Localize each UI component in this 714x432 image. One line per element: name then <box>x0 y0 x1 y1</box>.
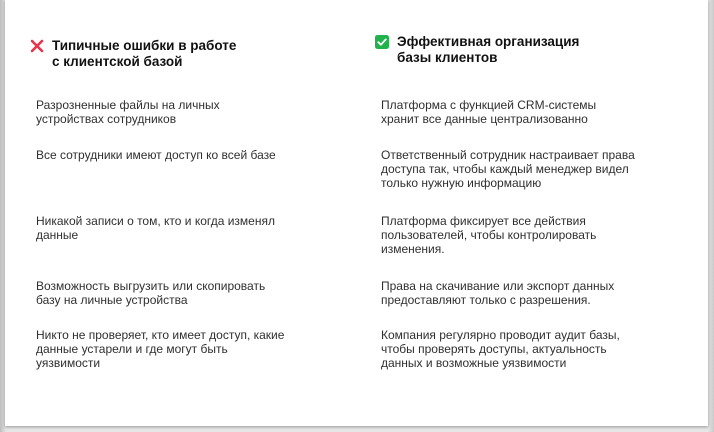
item-line: уязвимости <box>36 356 101 370</box>
item-line: данных и возможные уязвимости <box>381 356 567 370</box>
mistake-item <box>36 279 326 307</box>
item-line: данные <box>36 228 79 242</box>
mistakes-heading <box>30 38 330 70</box>
item-line: только нужную информацию <box>381 176 542 190</box>
solution-item <box>381 214 671 256</box>
solutions-heading-title <box>397 34 579 66</box>
solution-item <box>381 148 671 190</box>
cross-icon <box>30 39 44 53</box>
mistake-item <box>36 148 326 162</box>
item-line: Платформа фиксирует все действия <box>381 214 586 228</box>
heading-line: базы клиентов <box>397 50 498 65</box>
item-line: Ответственный сотрудник настраивает права <box>381 148 635 162</box>
item-line: Платформа с функцией CRM-системы <box>381 98 597 112</box>
item-line: базу на личные устройства <box>36 293 188 307</box>
mistakes-heading-title <box>52 38 236 70</box>
item-line: пользователей, чтобы контролировать <box>381 228 597 242</box>
item-line: данные устарели и где могут быть <box>36 342 228 356</box>
heading-line: Эффективная организация <box>397 34 580 49</box>
mistake-item <box>36 328 326 370</box>
heading-line: Типичные ошибки в работе <box>52 38 237 53</box>
item-line: Компания регулярно проводит аудит базы, <box>381 328 620 342</box>
item-line: чтобы проверять доступы, актуальность <box>381 342 607 356</box>
solutions-heading <box>375 34 675 66</box>
item-line: хранит все данные централизованно <box>381 112 588 126</box>
item-line: доступа так, чтобы каждый менеджер видел <box>381 162 629 176</box>
item-line: Никто не проверяет, кто имеет доступ, какие <box>36 328 285 342</box>
solution-item <box>381 328 671 370</box>
item-line: Никакой записи о том, кто и когда изменял <box>36 214 275 228</box>
item-line: изменения. <box>381 242 445 256</box>
item-line: предоставляют только с разрешения. <box>381 293 591 307</box>
mistake-item <box>36 98 326 126</box>
item-line: устройствах сотрудников <box>36 112 177 126</box>
solution-item <box>381 279 671 307</box>
check-box-icon <box>375 35 389 49</box>
heading-line: с клиентской базой <box>52 54 183 69</box>
item-line: Права на скачивание или экспорт данных <box>381 279 615 293</box>
item-line: Все сотрудники имеют доступ ко всей базе <box>36 148 276 162</box>
solution-item <box>381 98 671 126</box>
item-line: Возможность выгрузить или скопировать <box>36 279 266 293</box>
comparison-card <box>5 0 708 426</box>
item-line: Разрозненные файлы на личных <box>36 98 220 112</box>
mistake-item <box>36 214 326 242</box>
